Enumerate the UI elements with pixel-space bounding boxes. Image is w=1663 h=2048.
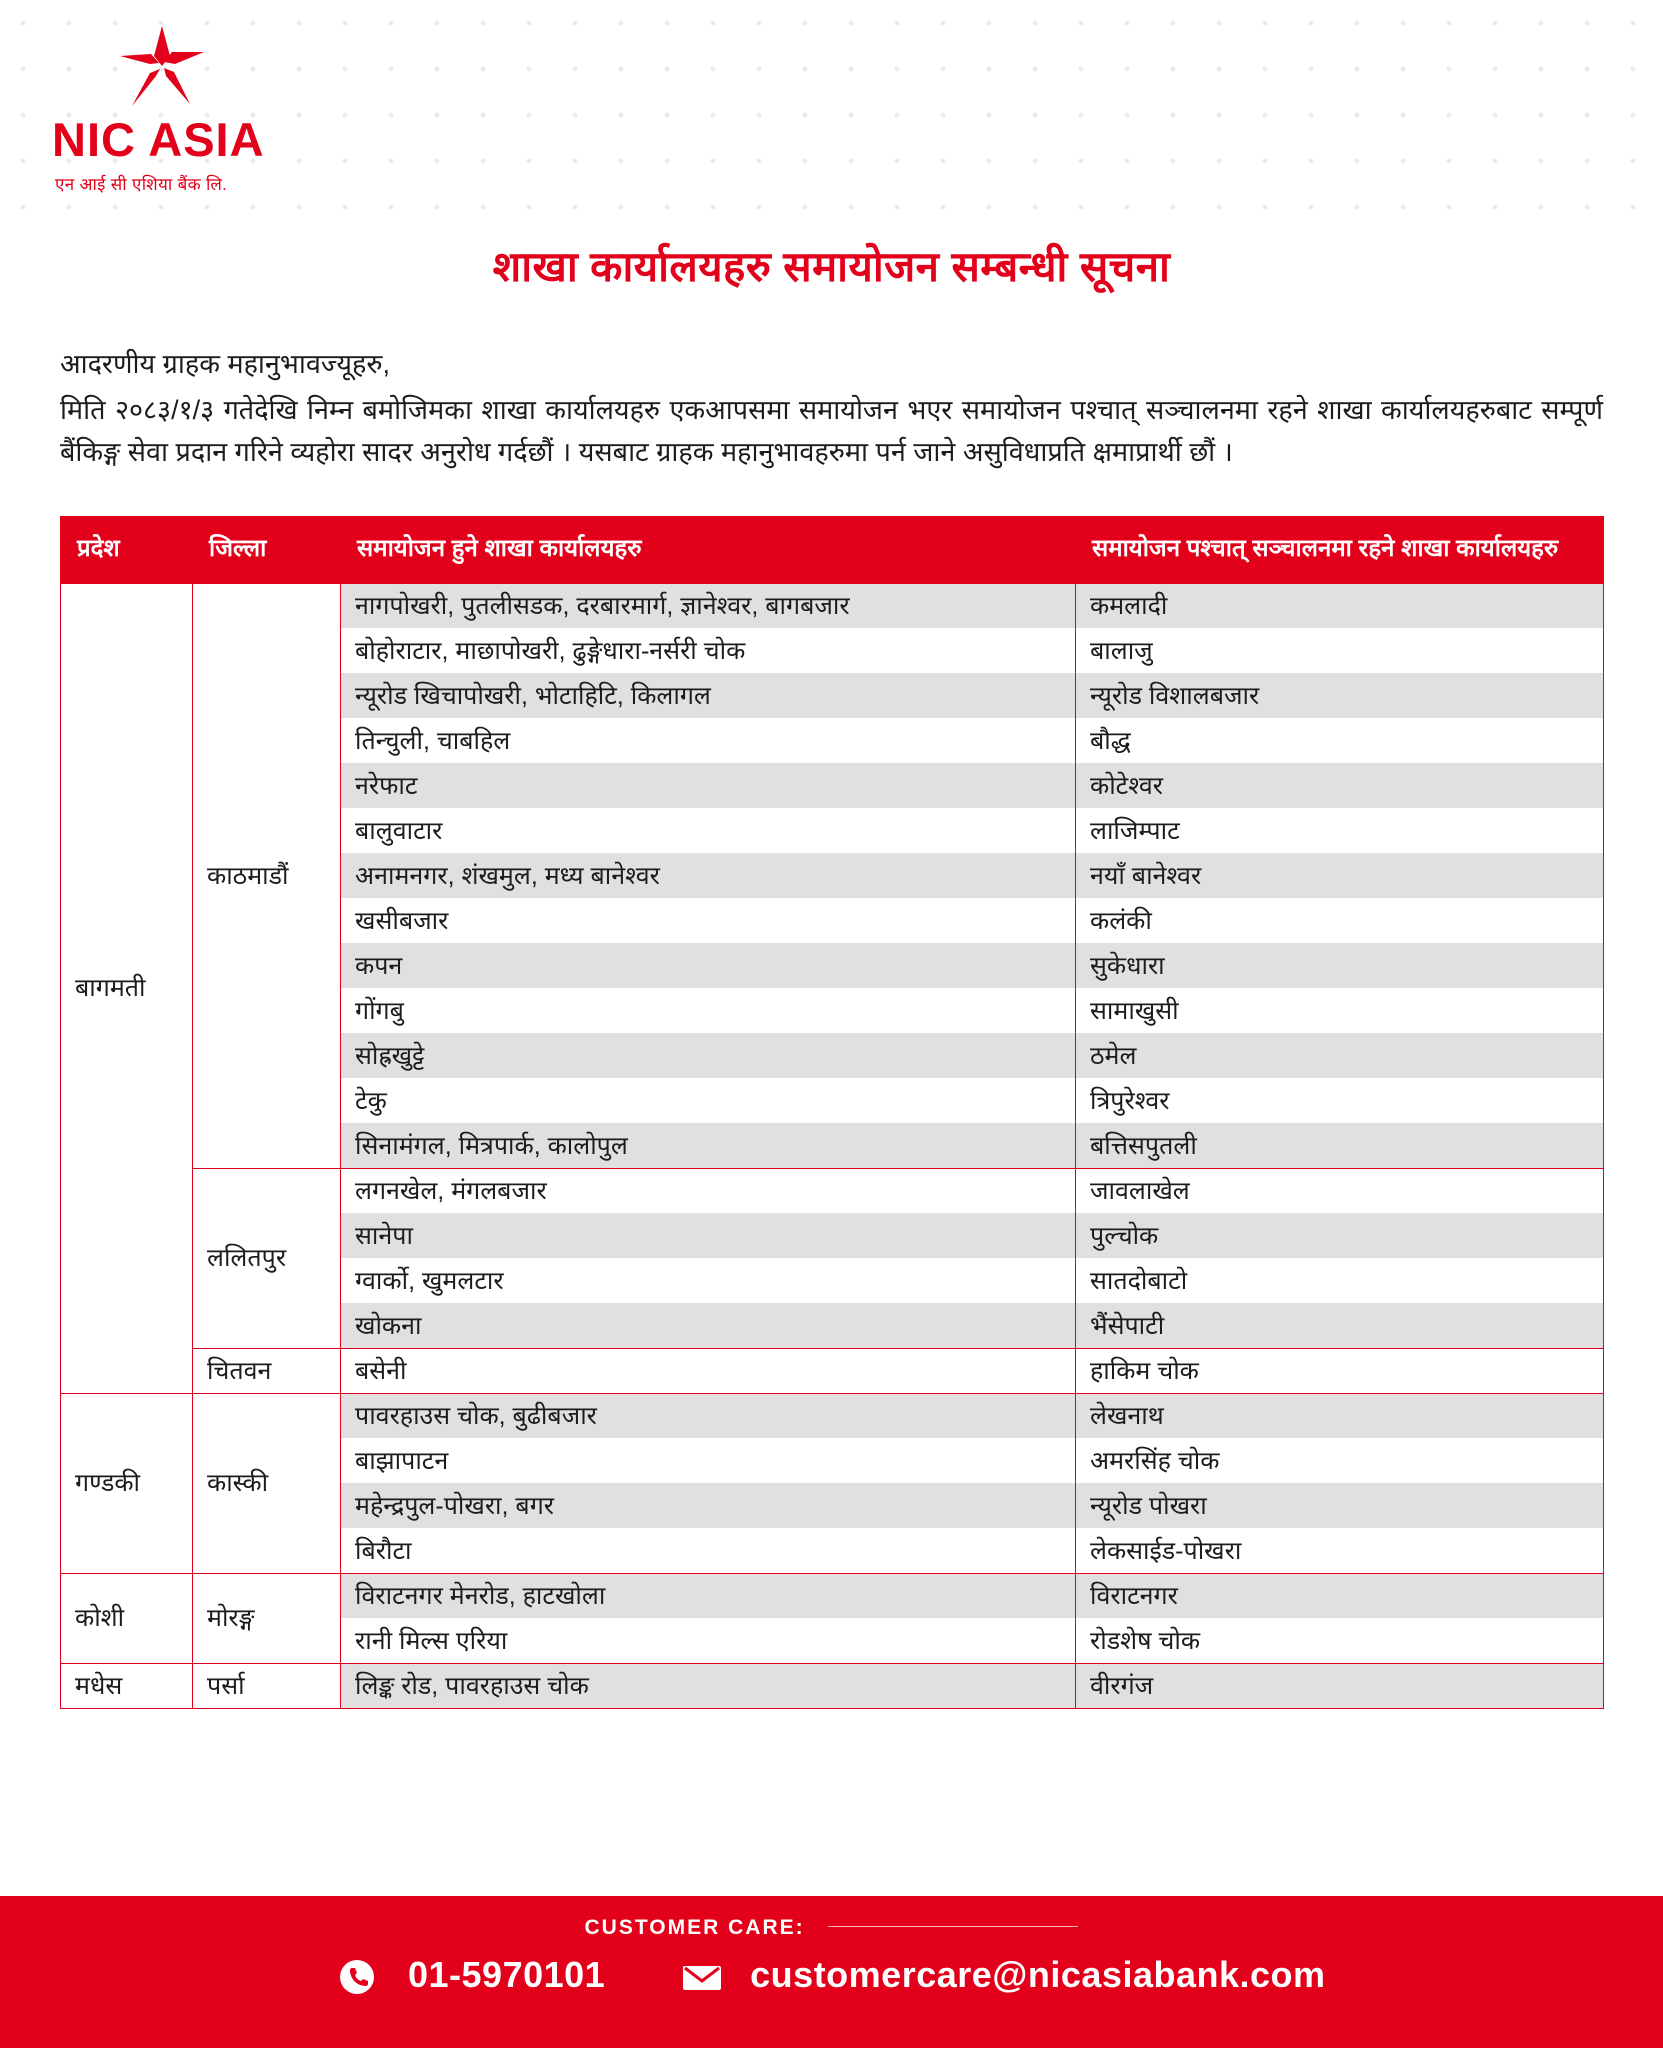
cell-remaining-branch: ठमेल <box>1076 1033 1604 1078</box>
salutation: आदरणीय ग्राहक महानुभावज्यूहरु, <box>60 349 390 379</box>
cell-merging-branches: बिरौटा <box>341 1528 1076 1573</box>
cell-merging-branches: अनामनगर, शंखमुल, मध्य बानेश्वर <box>341 853 1076 898</box>
star-burst-icon <box>120 26 204 110</box>
cell-merging-branches: नरेफाट <box>341 763 1076 808</box>
document-body <box>0 215 1663 1709</box>
cell-remaining-branch: नयाँ बानेश्वर <box>1076 853 1604 898</box>
cell-merging-branches: रानी मिल्स एरिया <box>341 1618 1076 1663</box>
cell-remaining-branch: अमरसिंह चोक <box>1076 1438 1604 1483</box>
cell-merging-branches: सोह्रखुट्टे <box>341 1033 1076 1078</box>
table-row <box>61 1168 1604 1213</box>
cell-remaining-branch: बत्तिसपुतली <box>1076 1123 1604 1168</box>
cell-merging-branches: बाझापाटन <box>341 1438 1076 1483</box>
cell-remaining-branch: न्यूरोड पोखरा <box>1076 1483 1604 1528</box>
email-contact[interactable] <box>680 1954 1326 1997</box>
branch-adjustment-table <box>60 516 1604 1709</box>
cell-merging-branches: लगनखेल, मंगलबजार <box>341 1168 1076 1213</box>
customer-care-label: CUSTOMER CARE: <box>584 1916 805 1940</box>
cell-merging-branches: सिनामंगल, मित्रपार्क, कालोपुल <box>341 1123 1076 1168</box>
cell-district: पर्सा <box>193 1663 341 1708</box>
column-header-province: प्रदेश <box>61 516 193 583</box>
cell-remaining-branch: त्रिपुरेश्वर <box>1076 1078 1604 1123</box>
cell-remaining-branch: विराटनगर <box>1076 1573 1604 1618</box>
cell-remaining-branch: लेकसाईड-पोखरा <box>1076 1528 1604 1573</box>
phone-icon <box>337 1957 383 1997</box>
cell-merging-branches: नागपोखरी, पुतलीसडक, दरबारमार्ग, ज्ञानेश्वर, बागबजार <box>341 583 1076 628</box>
table-row <box>61 1663 1604 1708</box>
page-title: शाखा कार्यालयहरु समायोजन सम्बन्धी सूचना <box>492 243 1171 290</box>
column-header-merging: समायोजन हुने शाखा कार्यालयहरु <box>341 516 1076 583</box>
customer-care-row <box>0 1916 1663 1940</box>
cell-remaining-branch: कोटेश्वर <box>1076 763 1604 808</box>
cell-remaining-branch: रोडशेष चोक <box>1076 1618 1604 1663</box>
footer-bar <box>0 1896 1663 2048</box>
table-header-row <box>61 516 1604 583</box>
divider-line <box>828 1926 1078 1927</box>
cell-merging-branches: बसेनी <box>341 1348 1076 1393</box>
cell-district: चितवन <box>193 1348 341 1393</box>
cell-remaining-branch: सामाखुसी <box>1076 988 1604 1033</box>
cell-merging-branches: टेकु <box>341 1078 1076 1123</box>
cell-merging-branches: खोकना <box>341 1303 1076 1348</box>
email-address: customercare@nicasiabank.com <box>750 1954 1326 1995</box>
cell-remaining-branch: भैंसेपाटी <box>1076 1303 1604 1348</box>
brand-subtitle: एन आई सी एशिया बैंक लि. <box>55 175 228 194</box>
cell-merging-branches: लिङ्क रोड, पावरहाउस चोक <box>341 1663 1076 1708</box>
cell-remaining-branch: हाकिम चोक <box>1076 1348 1604 1393</box>
cell-remaining-branch: वीरगंज <box>1076 1663 1604 1708</box>
column-header-district: जिल्ला <box>193 516 341 583</box>
table-row <box>61 1573 1604 1618</box>
cell-merging-branches: सानेपा <box>341 1213 1076 1258</box>
cell-merging-branches: गोंगबु <box>341 988 1076 1033</box>
cell-remaining-branch: लेखनाथ <box>1076 1393 1604 1438</box>
cell-remaining-branch: न्यूरोड विशालबजार <box>1076 673 1604 718</box>
header-band <box>0 0 1663 215</box>
cell-province: मधेस <box>61 1663 193 1708</box>
cell-merging-branches: खसीबजार <box>341 898 1076 943</box>
cell-merging-branches: बालुवाटार <box>341 808 1076 853</box>
cell-merging-branches: न्यूरोड खिचापोखरी, भोटाहिटि, किलागल <box>341 673 1076 718</box>
cell-merging-branches: पावरहाउस चोक, बुढीबजार <box>341 1393 1076 1438</box>
table-row <box>61 1393 1604 1438</box>
cell-remaining-branch: लाजिम्पाट <box>1076 808 1604 853</box>
cell-merging-branches: तिन्चुली, चाबहिल <box>341 718 1076 763</box>
cell-remaining-branch: सुकेधारा <box>1076 943 1604 988</box>
cell-remaining-branch: बौद्ध <box>1076 718 1604 763</box>
cell-remaining-branch: सातदोबाटो <box>1076 1258 1604 1303</box>
cell-remaining-branch: पुल्चोक <box>1076 1213 1604 1258</box>
cell-merging-branches: ग्वार्को, खुमलटार <box>341 1258 1076 1303</box>
cell-merging-branches: महेन्द्रपुल-पोखरा, बगर <box>341 1483 1076 1528</box>
cell-remaining-branch: बालाजु <box>1076 628 1604 673</box>
envelope-icon <box>680 1957 726 1997</box>
cell-merging-branches: बोहोराटार, माछापोखरी, ढुङ्गेधारा-नर्सरी चोक <box>341 628 1076 673</box>
cell-merging-branches: कपन <box>341 943 1076 988</box>
phone-number: 01-5970101 <box>408 1954 606 1995</box>
cell-merging-branches: विराटनगर मेनरोड, हाटखोला <box>341 1573 1076 1618</box>
cell-province: बागमती <box>61 583 193 1393</box>
cell-district: ललितपुर <box>193 1168 341 1348</box>
table-row <box>61 1348 1604 1393</box>
phone-contact[interactable] <box>337 1954 605 1997</box>
cell-district: काठमाडौं <box>193 583 341 1168</box>
cell-province: गण्डकी <box>61 1393 193 1573</box>
cell-remaining-branch: कमलादी <box>1076 583 1604 628</box>
contact-row <box>0 1954 1663 1997</box>
cell-district: कास्की <box>193 1393 341 1573</box>
cell-remaining-branch: जावलाखेल <box>1076 1168 1604 1213</box>
table-row <box>61 583 1604 628</box>
cell-province: कोशी <box>61 1573 193 1663</box>
column-header-remaining: समायोजन पश्चात् सञ्चालनमा रहने शाखा कार्यालयहरु <box>1076 516 1604 583</box>
cell-district: मोरङ्ग <box>193 1573 341 1663</box>
cell-remaining-branch: कलंकी <box>1076 898 1604 943</box>
notice-paragraph: मिति २०८३/१/३ गतेदेखि निम्न बमोजिमका शाखा कार्यालयहरु एकआपसमा समायोजन भएर समायोजन पश्चात् सञ्चालनमा रहने शाखा कार्यालयहरुबाट सम्पूर्ण बैंकिङ्ग सेवा प्रदान गरिने व्यहोरा सादर अनुरोध गर्दछौं । यसबाट ग्राहक महानुभावहरुमा पर्न जाने असुविधाप्रति क्षमाप्रार्थी छौं । <box>60 394 1603 467</box>
brand-name: NIC ASIA <box>52 113 265 166</box>
